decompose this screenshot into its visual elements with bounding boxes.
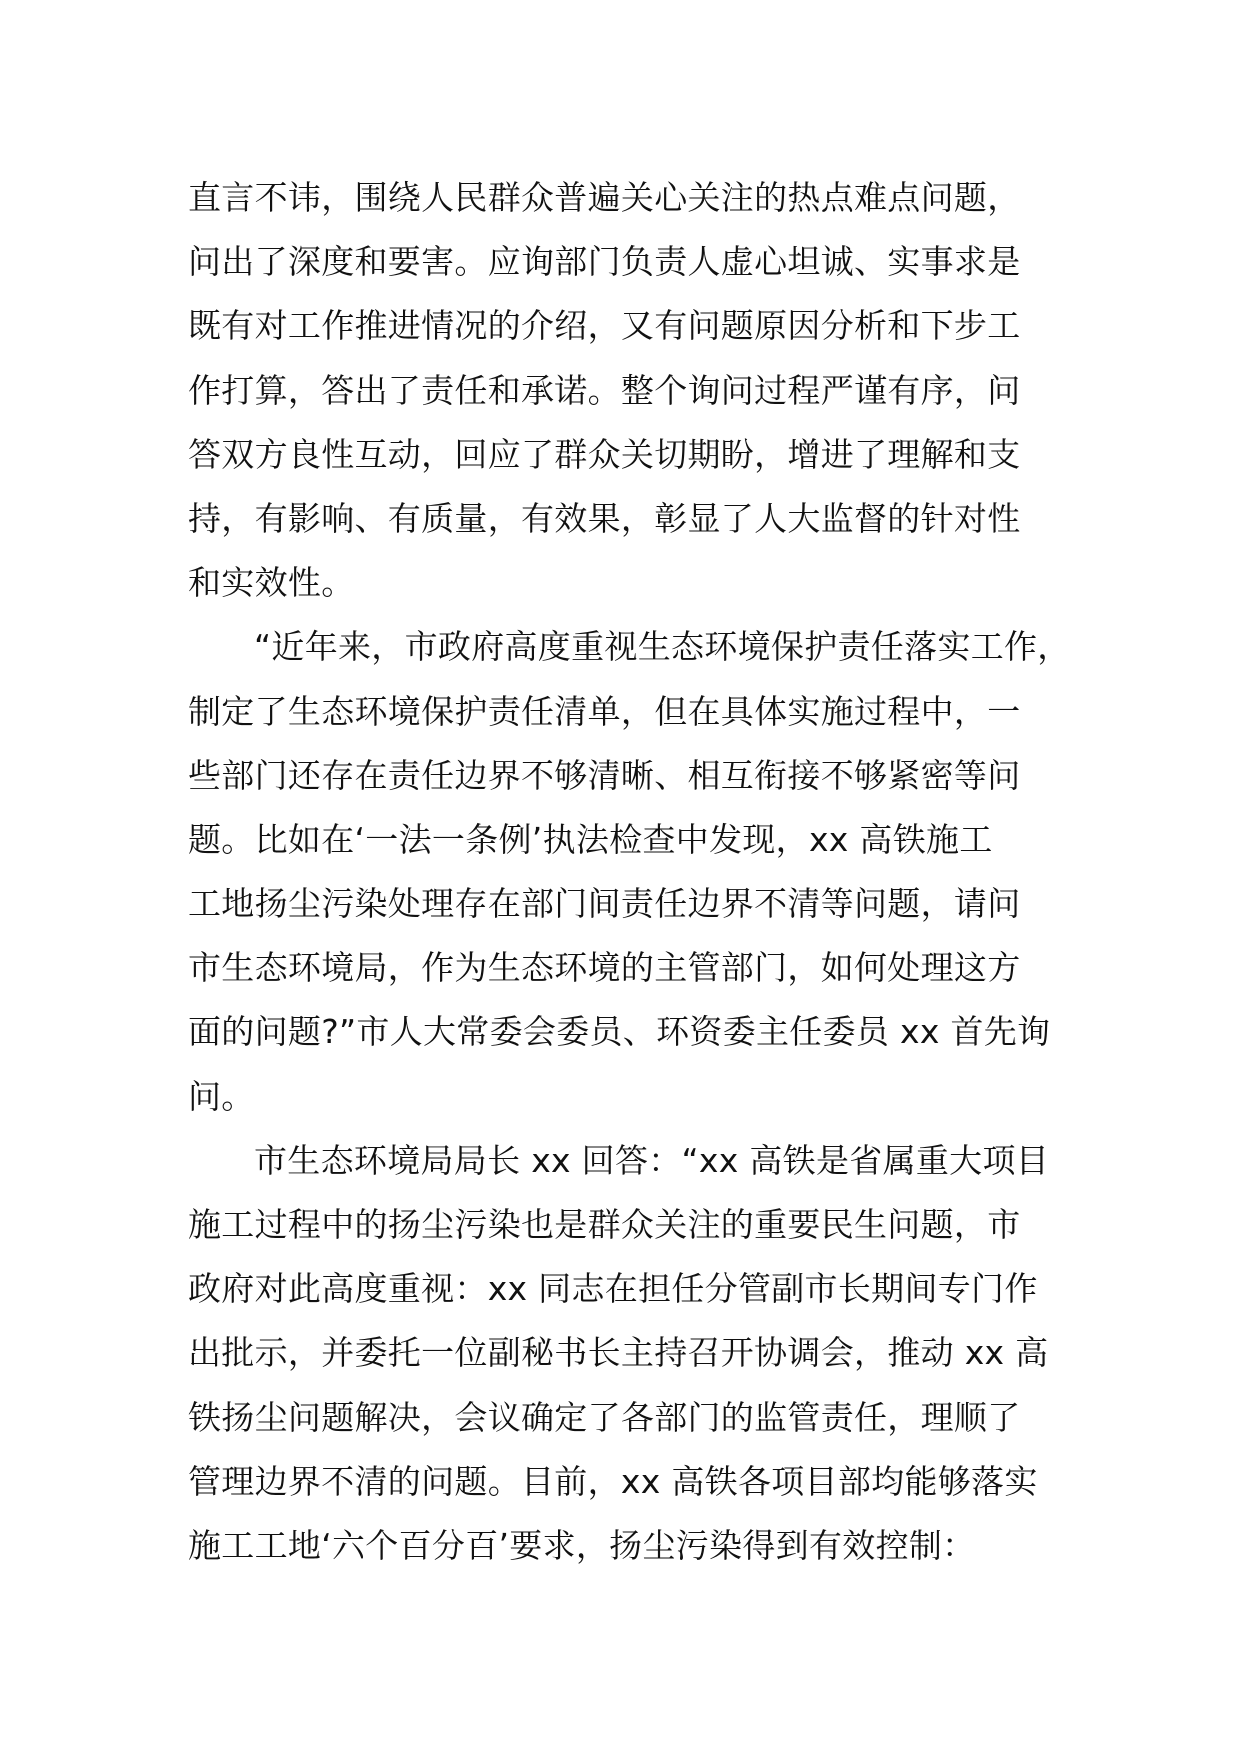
- text-line: 和实效性。: [188, 563, 355, 603]
- text-line: 答双方良性互动，回应了群众关切期盼，增进了理解和支: [188, 434, 1021, 474]
- text-line: 面的问题?”市人大常委会委员、环资委主任委员 xx 首先询: [188, 1012, 1051, 1052]
- text-line: 直言不讳，围绕人民群众普遍关心关注的热点难点问题，: [188, 178, 1021, 217]
- text-line: 施工过程中的扬尘污染也是群众关注的重要民生问题，市: [188, 1205, 1021, 1244]
- text-line: 题。比如在‘一法一条例’执法检查中发现，xx 高铁施工: [188, 819, 993, 859]
- text-line: 出批示，并委托一位副秘书长主持召开协调会，推动 xx 高: [188, 1333, 1049, 1373]
- text-line: 问。: [188, 1076, 255, 1116]
- text-line: 工地扬尘污染处理存在部门间责任边界不清等问题，请问: [188, 884, 1021, 924]
- text-line: 市生态环境局，作为生态环境的主管部门，如何处理这方: [188, 948, 1021, 988]
- text-line: 铁扬尘问题解决，会议确定了各部门的监管责任，理顺了: [188, 1397, 1021, 1437]
- text-line: 作打算，答出了责任和承诺。整个询问过程严谨有序，问: [188, 370, 1021, 410]
- body-text: [188, 166, 1071, 1578]
- text-line: 些部门还存在责任边界不够清晰、相互衔接不够紧密等问: [188, 755, 1021, 795]
- paragraph-start-line: “近年来，市政府高度重视生态环境保护责任落实工作，: [254, 627, 1071, 667]
- text-line: 制定了生态环境保护责任清单，但在具体实施过程中，一: [188, 691, 1021, 731]
- paragraph-start-line: 市生态环境局局长 xx 回答：“xx 高铁是省属重大项目: [254, 1140, 1050, 1180]
- text-line: 问出了深度和要害。应询部门负责人虚心坦诚、实事求是: [188, 242, 1021, 282]
- text-line: 管理边界不清的问题。目前，xx 高铁各项目部均能够落实: [188, 1461, 1038, 1501]
- text-line: 既有对工作推进情况的介绍，又有问题原因分析和下步工: [188, 306, 1021, 346]
- text-line: 持，有影响、有质量，有效果，彰显了人大监督的针对性: [188, 498, 1021, 538]
- text-line: 施工工地‘六个百分百’要求，扬尘污染得到有效控制：: [188, 1525, 976, 1565]
- text-line: 政府对此高度重视：xx 同志在担任分管副市长期间专门作: [188, 1269, 1038, 1309]
